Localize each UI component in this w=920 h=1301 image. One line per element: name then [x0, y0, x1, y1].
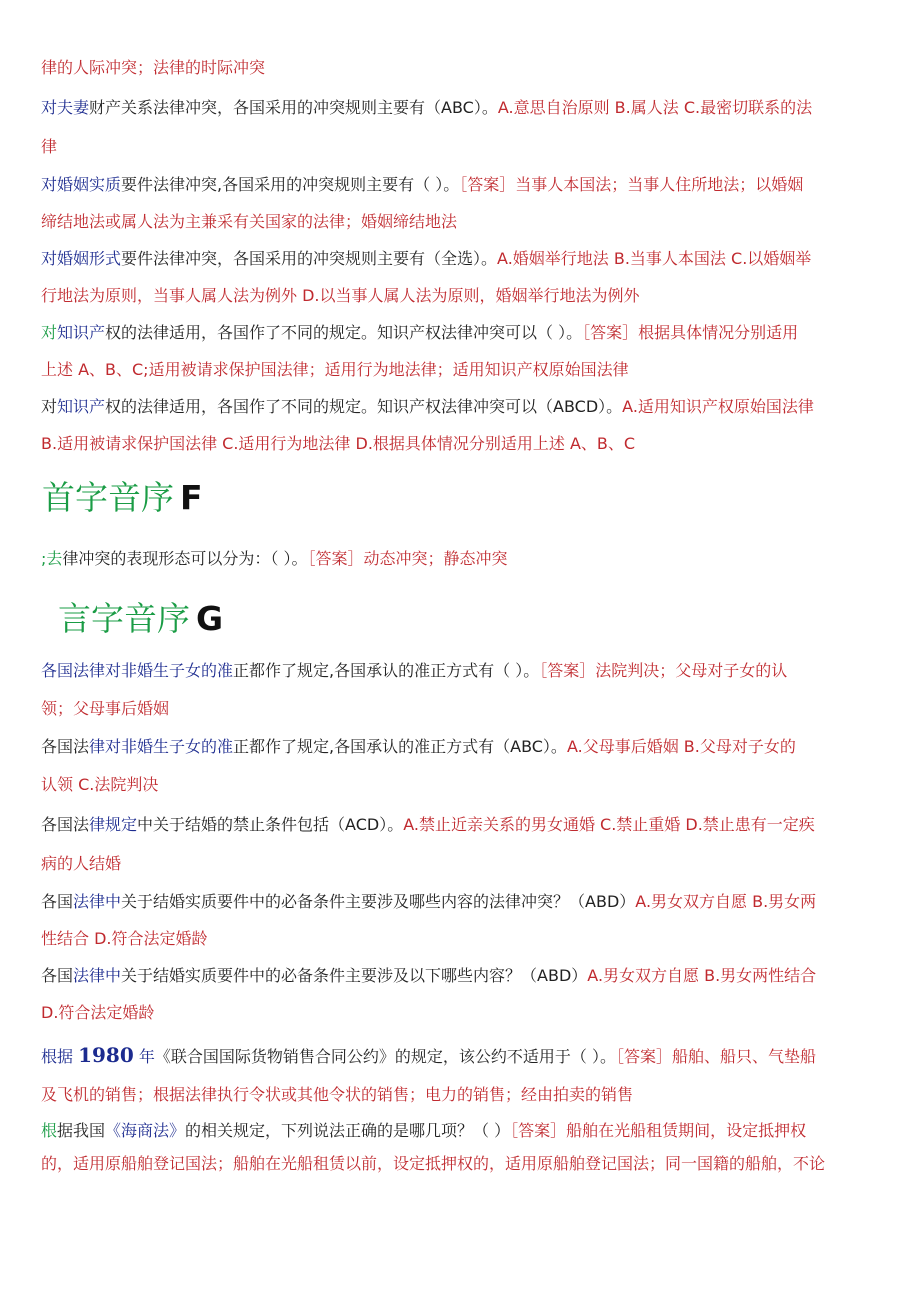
text-segment: 及飞机的销售；根据法律执行令状或其他令状的销售；电力的销售；经由拍卖的销售	[41, 1085, 634, 1104]
text-segment: 《海商法》	[105, 1121, 186, 1140]
text-segment: ;去	[41, 549, 63, 568]
text-segment: 各国	[41, 966, 74, 985]
text-line	[41, 286, 890, 306]
text-line	[41, 1085, 890, 1105]
text-segment: 各国法	[41, 815, 90, 834]
text-segment: 的相关规定，下列说法正确的是哪几项？（ ）	[185, 1121, 511, 1140]
text-line	[41, 815, 890, 835]
text-segment: A.父母事后婚姻 B.父母对子女的	[566, 737, 796, 756]
text-segment: A.适用知识产权原始国法律	[622, 397, 814, 416]
text-segment: ［答案］当事人本国法；当事人住所地法；以婚姻	[459, 175, 804, 194]
text-line	[41, 360, 890, 380]
text-segment: 律对非婚生子女的准	[89, 737, 234, 756]
text-segment: 对婚姻形式	[41, 249, 122, 268]
text-line	[41, 249, 890, 269]
heading-title: 言字音序	[58, 599, 190, 638]
text-segment: 关于结婚实质要件中的必备条件主要涉及哪些内容的法律冲突？（ABD）	[121, 892, 636, 911]
text-segment: 要件法律冲突,各国采用的冲突规则主要有（ ）。	[121, 175, 460, 194]
text-segment: 正都作了规定,各国承认的准正方式有（ ）。	[233, 661, 540, 680]
text-line	[41, 397, 890, 417]
text-segment: 1980	[78, 1043, 134, 1067]
text-segment: A.意思自治原则 B.属人法 C.最密切联系的法	[497, 98, 813, 117]
text-segment: 正都作了规定,各国承认的准正方式有（ABC）。	[233, 737, 567, 756]
text-segment: 要件法律冲突，各国采用的冲突规则主要有（全选）。	[121, 249, 498, 268]
text-segment: 对	[41, 323, 58, 342]
text-segment: ［答案］法院判决；父母对子女的认	[539, 661, 788, 680]
text-line	[41, 58, 890, 78]
heading-letter: G	[196, 599, 224, 638]
text-segment: 性结合 D.符合法定婚龄	[41, 929, 208, 948]
text-segment: 权的法律适用，各国作了不同的规定。知识产权法律冲突可以（ ）。	[105, 323, 583, 342]
text-line	[41, 699, 890, 719]
text-segment: 知识产	[57, 397, 106, 416]
text-line	[41, 323, 890, 343]
text-segment: A.男女双方自愿 B.男女两	[635, 892, 817, 911]
text-segment: 《联合国国际货物销售合同公约》的规定，该公约不适用于（ ）。	[154, 1047, 616, 1066]
text-segment: 病的人结婚	[41, 854, 122, 873]
text-segment: 律冲突的表现形态可以分为：（ ）。	[62, 549, 308, 568]
text-segment: 年	[133, 1047, 155, 1066]
text-segment: 律的人际冲突；法律的时际冲突	[41, 58, 266, 77]
text-segment: 律	[41, 137, 58, 156]
text-segment: 上述 A、B、C;适用被请求保护国法律；适用行为地法律；适用知识产权原始国法律	[41, 360, 629, 379]
text-segment: 的，适用原船舶登记国法；船舶在光船租赁以前，设定抵押权的，适用原船舶登记国法；同一国籍的船舶，不论	[41, 1154, 826, 1173]
text-segment: 法律中	[73, 892, 122, 911]
heading-title: 首字音序	[42, 478, 174, 517]
text-segment: 对夫妻	[41, 98, 90, 117]
text-segment: 领；父母事后婚姻	[41, 699, 170, 718]
text-segment: 缔结地法或属人法为主兼采有关国家的法律；婚姻缔结地法	[41, 212, 458, 231]
text-segment: ［答案］船舶、船只、气垫船	[615, 1047, 816, 1066]
text-line	[41, 175, 890, 195]
text-line	[41, 1045, 890, 1067]
text-segment: 对婚姻实质	[41, 175, 122, 194]
text-segment: ［答案］船舶在光船租赁期间，设定抵押权	[510, 1121, 807, 1140]
text-segment: 法律中	[73, 966, 122, 985]
text-line	[41, 966, 890, 986]
text-line	[41, 549, 890, 569]
text-line	[41, 892, 890, 912]
text-line	[41, 137, 890, 157]
text-line	[41, 1121, 890, 1141]
text-segment: A.男女双方自愿 B.男女两性结合	[587, 966, 817, 985]
text-line	[41, 212, 890, 232]
section-heading-f	[42, 478, 203, 518]
text-line	[41, 1003, 890, 1023]
text-line	[41, 737, 890, 757]
text-line	[41, 854, 890, 874]
text-line	[41, 929, 890, 949]
text-segment: 根	[41, 1121, 58, 1140]
text-segment: ［答案］动态冲突；静态冲突	[307, 549, 508, 568]
text-segment: 知识产	[57, 323, 106, 342]
text-segment: A.禁止近亲关系的男女通婚 C.禁止重婚 D.禁止患有一定疾	[403, 815, 815, 834]
text-segment: 关于结婚实质要件中的必备条件主要涉及以下哪些内容？（ABD）	[121, 966, 588, 985]
text-segment: 根据	[41, 1047, 79, 1066]
text-segment: ［答案］根据具体情况分别适用	[582, 323, 799, 342]
text-line	[41, 1154, 890, 1174]
text-segment: B.适用被请求保护国法律 C.适用行为地法律 D.根据具体情况分别适用上述 A、B、C	[41, 434, 636, 453]
text-line	[41, 661, 890, 681]
section-heading-g	[58, 599, 223, 639]
text-segment: 据我国	[57, 1121, 106, 1140]
text-segment: D.符合法定婚龄	[41, 1003, 155, 1022]
text-line	[41, 775, 890, 795]
text-segment: 中关于结婚的禁止条件包括（ACD）。	[137, 815, 404, 834]
text-segment: 认领 C.法院判决	[41, 775, 159, 794]
text-segment: 各国法	[41, 737, 90, 756]
text-segment: 律规定	[89, 815, 138, 834]
text-segment: 各国法律对非婚生子女的准	[41, 661, 234, 680]
text-segment: 各国	[41, 892, 74, 911]
text-segment: 行地法为原则，当事人属人法为例外 D.以当事人属人法为原则，婚姻举行地法为例外	[41, 286, 640, 305]
heading-letter: F	[180, 478, 203, 517]
text-line	[41, 98, 890, 118]
text-segment: A.婚姻举行地法 B.当事人本国法 C.以婚姻举	[497, 249, 812, 268]
text-segment: 权的法律适用，各国作了不同的规定。知识产权法律冲突可以（ABCD）。	[105, 397, 623, 416]
text-line	[41, 434, 890, 454]
text-segment: 对	[41, 397, 58, 416]
text-segment: 财产关系法律冲突，各国采用的冲突规则主要有（ABC）。	[89, 98, 498, 117]
